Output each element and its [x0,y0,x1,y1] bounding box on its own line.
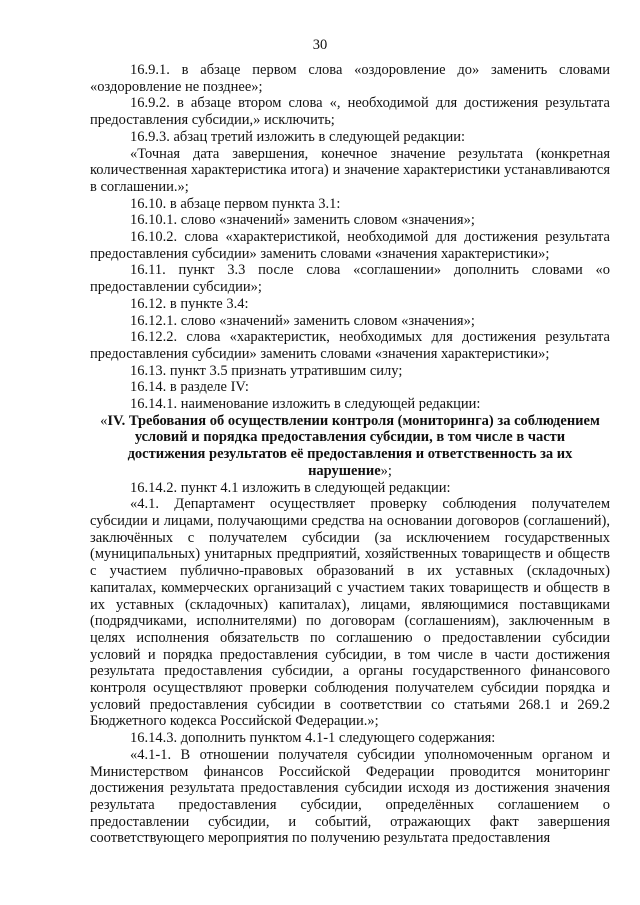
paragraph-16-10-1: 16.10.1. слово «значений» заменить словом «значения»; [130,212,475,229]
paragraph-16-12-1: 16.12.1. слово «значений» заменить словом «значения»; [130,312,475,329]
document-body [90,62,610,847]
heading-text: IV. Требования об осуществлении контроля (мониторинга) за соблюдением условий и порядка предоставления субсидии, в том числе в части достижения результатов её предоставления и ответственность за их нарушение [107,412,600,479]
paragraph-16-12-2: 16.12.2. слова «характеристик, необходимых для достижения результата предоставления субсидии» заменить словами «значения характеристики»; [90,329,610,362]
quoted-paragraph-4-1-1: «4.1-1. В отношении получателя субсидии уполномоченным органом и Министерством финансов Российской Федерации проводится мониторинг достижения результата предоставления субсидии исходя из достижения значения результата предоставления субсидии, определённых соглашением о предоставлении субсидии, и событий, отражающих факт завершения соответствующего мероприятия по получению результата предоставления [90,746,610,847]
paragraph-16-9-3: 16.9.3. абзац третий изложить в следующей редакции: [130,128,466,145]
paragraph-16-9-2: 16.9.2. в абзаце втором слова «, необходимой для достижения результата предоставления субсидии,» исключить; [90,95,610,129]
heading-close-quote: »; [380,462,392,479]
paragraph-16-11: 16.11. пункт 3.3 после слова «соглашении» дополнить словами «о предоставлении субсидии»; [90,262,610,296]
quoted-paragraph-date: «Точная дата завершения, конечное значение результата (конкретная количественная характеристика итога) и значение характеристики устанавливаются в соглашении.»; [90,145,610,195]
page-number: 30 [312,37,328,53]
paragraph-16-12: 16.12. в пункте 3.4: [130,295,249,312]
paragraph-16-14: 16.14. в разделе IV: [130,379,249,396]
paragraph-16-10-2: 16.10.2. слова «характеристикой, необходимой для достижения результата предоставления субсидии» заменить словами «значения характеристики»; [90,229,610,262]
section-heading [90,413,610,480]
paragraph-16-9-1: 16.9.1. в абзаце первом слова «оздоровление до» заменить словами «оздоровление не позднее»; [90,62,610,95]
quoted-paragraph-4-1: «4.1. Департамент осуществляет проверку соблюдения получателем субсидии и лицами, получающими средства на основании договоров (соглашений), заключённых с получателем субсидии (за исключением государственных (муниципальных) унитарных предприятий, хозяйственных товариществ и обществ с участием публично-правовых образований в их уставных (складочных) капиталах, коммерческих организаций с участием таких товариществ и обществ в их уставных (складочных) капиталах), лицами, являющимися поставщиками (подрядчиками, исполнителями) по договорам (соглашениям), заключенным в целях исполнения обязательств по соглашению о предоставлении субсидии условий и порядка предоставления субсидии, в том числе в части достижения результата предоставления субсидии, а органы государственного финансового контроля осуществляют проверки соблюдения получателем субсидии порядка и условий предоставления субсидии в соответствии со статьями 268.1 и 269.2 Бюджетного кодекса Российской Федерации.»; [90,496,610,730]
paragraph-16-14-2: 16.14.2. пункт 4.1 изложить в следующей редакции: [130,479,451,496]
paragraph-16-10: 16.10. в абзаце первом пункта 3.1: [130,195,341,212]
paragraph-16-14-3: 16.14.3. дополнить пунктом 4.1-1 следующего содержания: [130,730,496,747]
paragraph-16-13: 16.13. пункт 3.5 признать утратившим силу; [130,362,403,379]
heading-open-quote: « [100,412,108,429]
paragraph-16-14-1: 16.14.1. наименование изложить в следующей редакции: [130,396,481,413]
